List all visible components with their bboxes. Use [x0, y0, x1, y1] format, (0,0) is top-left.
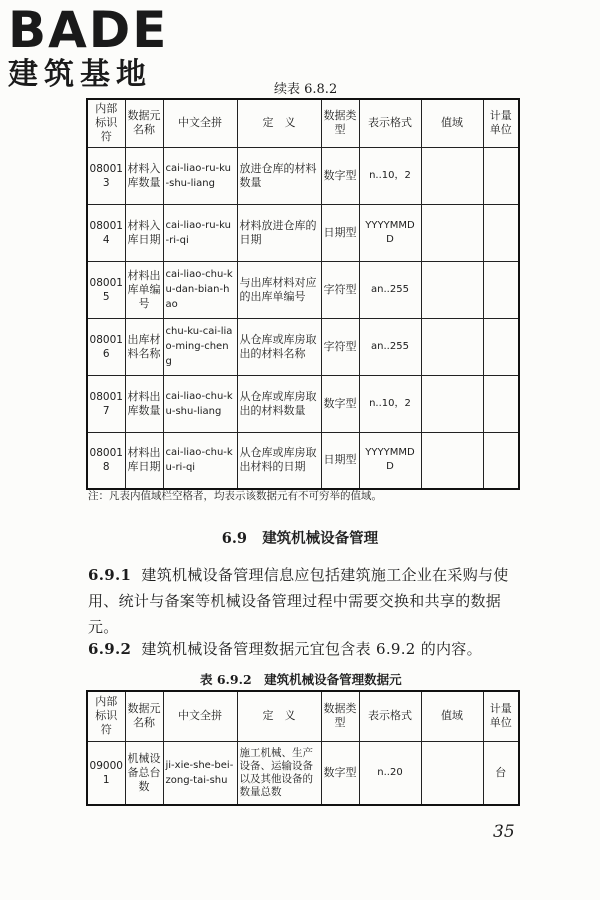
pinyin-cell: cai-liao-chu-ku-shu-liang	[163, 375, 237, 432]
id-cell: 080014	[87, 204, 125, 261]
definition-cell: 从仓库或库房取出材料的日期	[237, 432, 321, 489]
unit-cell	[483, 375, 519, 432]
unit-cell	[483, 204, 519, 261]
table-row	[87, 261, 519, 318]
table-row	[87, 204, 519, 261]
pinyin-cell: cai-liao-chu-ku-ri-qi	[163, 432, 237, 489]
name-cell: 出库材料名称	[125, 318, 163, 375]
pinyin-cell: cai-liao-ru-ku-ri-qi	[163, 204, 237, 261]
header-cell: 内部标识符	[87, 99, 125, 147]
table2-caption: 表 6.9.2 建筑机械设备管理数据元	[200, 672, 402, 687]
definition-cell: 材料放进仓库的日期	[237, 204, 321, 261]
table1-header-row	[87, 99, 519, 147]
table2-header-row	[87, 691, 519, 741]
name-cell: 材料入库数量	[125, 147, 163, 204]
format-cell: YYYYMMDD	[359, 432, 421, 489]
unit-cell	[483, 432, 519, 489]
unit-cell	[483, 147, 519, 204]
header-cell: 中文全拼	[163, 691, 237, 741]
format-cell: n..10，2	[359, 375, 421, 432]
logo-subtitle: 建筑基地	[8, 57, 152, 92]
name-cell: 材料出库单编号	[125, 261, 163, 318]
brand-logo	[8, 1, 178, 92]
table2	[86, 690, 520, 806]
unit-cell	[483, 318, 519, 375]
type-cell: 日期型	[321, 204, 359, 261]
id-cell: 080015	[87, 261, 125, 318]
header-cell: 内部标识符	[87, 691, 125, 741]
format-cell: n..10，2	[359, 147, 421, 204]
id-cell: 080017	[87, 375, 125, 432]
range-cell	[421, 375, 483, 432]
header-cell: 定 义	[237, 99, 321, 147]
id-cell: 090001	[87, 741, 125, 805]
name-cell: 材料出库日期	[125, 432, 163, 489]
pinyin-cell: ji-xie-she-bei-zong-tai-shu	[163, 741, 237, 805]
clause-6-9-1	[88, 562, 520, 640]
logo-brand-text: BADE	[8, 1, 169, 59]
header-cell: 计量单位	[483, 691, 519, 741]
clause-text: 建筑机械设备管理数据元宜包含表 6.9.2 的内容。	[141, 640, 482, 658]
table-row	[87, 375, 519, 432]
header-cell: 数据类型	[321, 99, 359, 147]
definition-cell: 与出库材料对应的出库单编号	[237, 261, 321, 318]
header-cell: 数据元名称	[125, 691, 163, 741]
clause-text: 建筑机械设备管理信息应包括建筑施工企业在采购与使用、统计与备案等机械设备管理过程中需要交换和共享的数据元。	[88, 566, 509, 636]
header-cell: 数据元名称	[125, 99, 163, 147]
table-row	[87, 147, 519, 204]
type-cell: 数字型	[321, 375, 359, 432]
pinyin-cell: cai-liao-ru-ku-shu-liang	[163, 147, 237, 204]
table1	[86, 98, 520, 490]
table-row	[87, 432, 519, 489]
unit-cell: 台	[483, 741, 519, 805]
id-cell: 080013	[87, 147, 125, 204]
section-title-text: 建筑机械设备管理	[262, 530, 379, 547]
section-number: 6.9	[221, 530, 248, 547]
range-cell	[421, 432, 483, 489]
range-cell	[421, 147, 483, 204]
pinyin-cell: chu-ku-cai-liao-ming-cheng	[163, 318, 237, 375]
unit-cell	[483, 261, 519, 318]
format-cell: an..255	[359, 318, 421, 375]
table-row	[87, 741, 519, 805]
id-cell: 080016	[87, 318, 125, 375]
type-cell: 日期型	[321, 432, 359, 489]
range-cell	[421, 741, 483, 805]
table-row	[87, 318, 519, 375]
header-cell: 中文全拼	[163, 99, 237, 147]
page-number: 35	[493, 822, 515, 842]
definition-cell: 从仓库或库房取出的材料数量	[237, 375, 321, 432]
format-cell: an..255	[359, 261, 421, 318]
definition-cell: 从仓库或库房取出的材料名称	[237, 318, 321, 375]
format-cell: n..20	[359, 741, 421, 805]
id-cell: 080018	[87, 432, 125, 489]
header-cell: 表示格式	[359, 99, 421, 147]
definition-cell: 放进仓库的材料数量	[237, 147, 321, 204]
type-cell: 字符型	[321, 261, 359, 318]
header-cell: 数据类型	[321, 691, 359, 741]
pinyin-cell: cai-liao-chu-ku-dan-bian-hao	[163, 261, 237, 318]
type-cell: 字符型	[321, 318, 359, 375]
range-cell	[421, 204, 483, 261]
range-cell	[421, 318, 483, 375]
clause-number: 6.9.2	[88, 640, 132, 658]
table1-caption: 续表 6.8.2	[274, 82, 338, 97]
clause-6-9-2	[88, 636, 520, 662]
name-cell: 机械设备总台数	[125, 741, 163, 805]
table-note: 注：凡表内值域栏空格者，均表示该数据元有不可穷举的值域。	[88, 490, 382, 502]
clause-number: 6.9.1	[88, 566, 132, 584]
type-cell: 数字型	[321, 741, 359, 805]
format-cell: YYYYMMDD	[359, 204, 421, 261]
type-cell: 数字型	[321, 147, 359, 204]
header-cell: 表示格式	[359, 691, 421, 741]
header-cell: 值域	[421, 99, 483, 147]
header-cell: 值域	[421, 691, 483, 741]
header-cell: 计量单位	[483, 99, 519, 147]
section-heading	[0, 527, 600, 548]
name-cell: 材料入库日期	[125, 204, 163, 261]
definition-cell: 施工机械、生产设备、运输设备以及其他设备的数量总数	[237, 741, 321, 805]
name-cell: 材料出库数量	[125, 375, 163, 432]
range-cell	[421, 261, 483, 318]
header-cell: 定 义	[237, 691, 321, 741]
